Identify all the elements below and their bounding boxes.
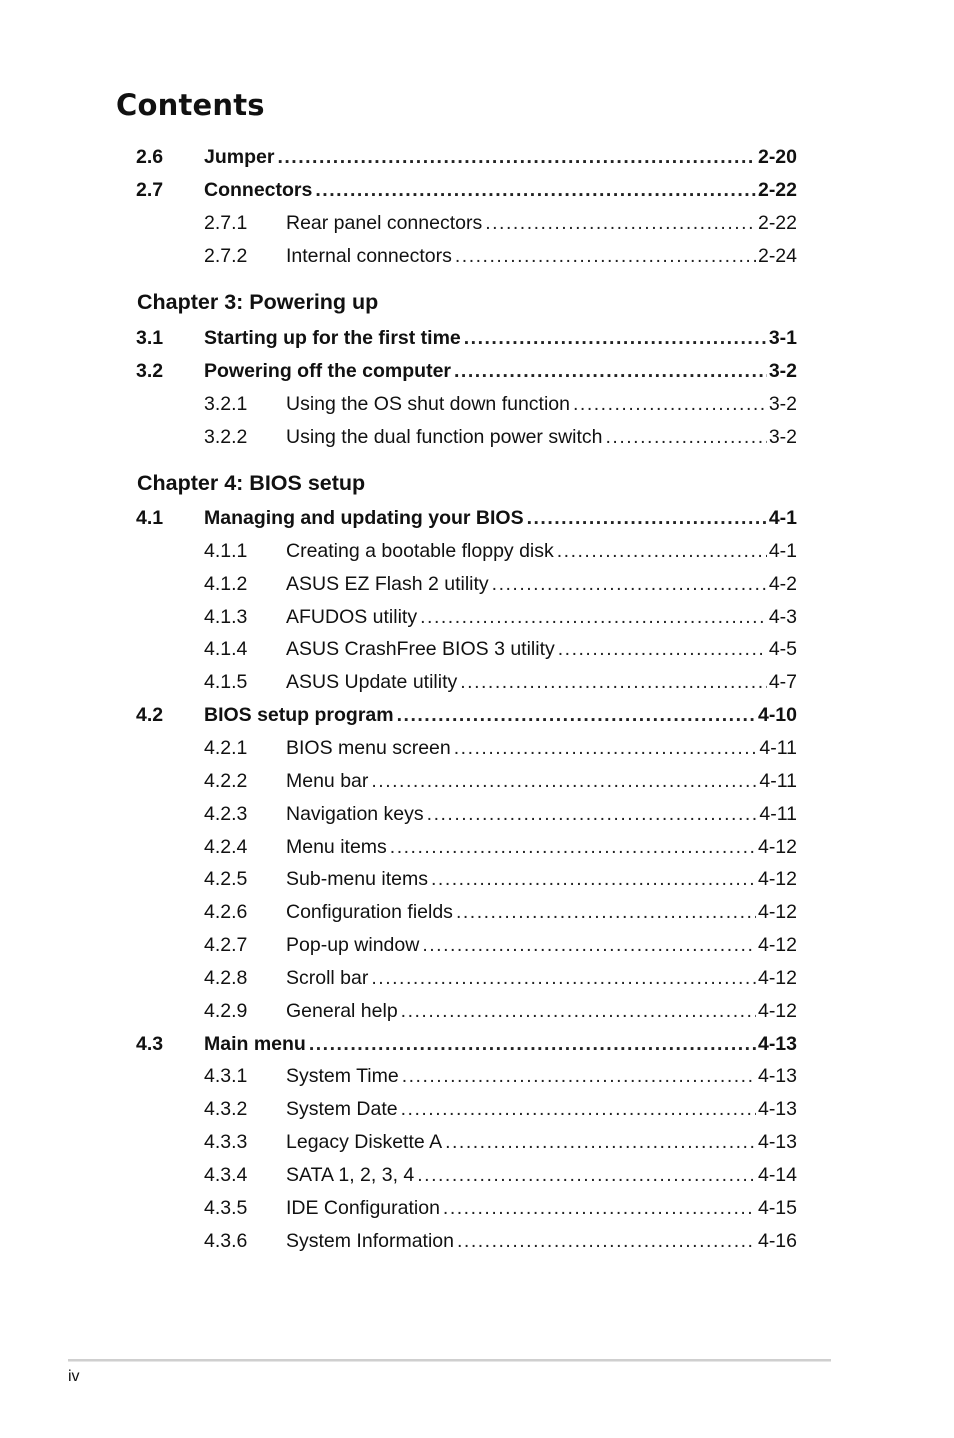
toc-entry-page: 4-15 xyxy=(757,1196,797,1219)
dot-leader xyxy=(485,207,756,240)
toc-entry-label xyxy=(286,732,797,765)
toc-entry-title: Internal connectors xyxy=(286,244,452,267)
toc-entry-page: 4-11 xyxy=(759,769,797,792)
footer-page-number: iv xyxy=(68,1368,80,1385)
toc-entry-number: 4.2.2 xyxy=(204,769,248,792)
toc-entry-number: 4.3 xyxy=(136,1032,164,1055)
toc-entry-title: Connectors xyxy=(204,178,313,201)
toc-entry-title: Menu items xyxy=(286,835,387,858)
toc-entry[interactable] xyxy=(136,1093,797,1126)
toc-entry-title: General help xyxy=(286,999,398,1022)
toc-entry[interactable] xyxy=(136,240,797,273)
toc-entry-label xyxy=(286,207,797,240)
toc-entry-number: 2.7.1 xyxy=(204,211,248,234)
dot-leader xyxy=(454,732,758,765)
toc-entry[interactable] xyxy=(136,1159,797,1192)
dot-leader xyxy=(431,863,756,896)
toc-entry-title: Managing and updating your BIOS xyxy=(204,507,524,529)
toc-entry-label xyxy=(286,765,797,798)
toc-entry-number: 2.7 xyxy=(136,178,164,201)
toc-entry[interactable] xyxy=(136,1060,797,1093)
toc-entry-number: 4.3.3 xyxy=(204,1131,248,1154)
toc-entry-page: 4-2 xyxy=(768,572,797,595)
toc-entry-label xyxy=(204,1028,797,1061)
dot-leader xyxy=(443,1192,756,1225)
toc-entry-title: System Date xyxy=(286,1098,398,1121)
toc-entry-title: Starting up for the first time xyxy=(204,327,461,349)
toc-entry-page: 3-2 xyxy=(768,425,797,448)
toc-entry-label xyxy=(286,798,797,831)
toc-entry-label xyxy=(286,929,797,962)
toc-entry[interactable] xyxy=(136,355,797,388)
toc-entry[interactable] xyxy=(136,831,797,864)
toc-entry-number: 4.2 xyxy=(136,704,164,727)
toc-entry-title: Powering off the computer xyxy=(204,359,452,382)
toc-entry-label xyxy=(286,421,797,454)
toc-entry[interactable] xyxy=(136,1192,797,1225)
toc-entry[interactable] xyxy=(136,699,797,732)
toc-entry-number: 4.1.2 xyxy=(204,572,248,595)
dot-leader xyxy=(401,995,756,1028)
toc-entry-page: 3-2 xyxy=(768,359,797,382)
toc-entry[interactable] xyxy=(136,962,797,995)
toc-entry-page: 2-24 xyxy=(757,244,797,267)
toc-entry[interactable] xyxy=(136,995,797,1028)
toc-entry-number: 4.2.1 xyxy=(204,736,248,759)
toc-entry-label xyxy=(286,1159,797,1192)
toc-entry-title: Rear panel connectors xyxy=(286,211,483,234)
toc-entry-page: 4-14 xyxy=(757,1164,797,1186)
toc-entry-page: 4-1 xyxy=(768,539,797,562)
dot-leader xyxy=(420,601,767,634)
toc-entry-label xyxy=(286,1192,797,1225)
toc-entry-page: 4-11 xyxy=(759,736,797,759)
toc-entry-title: IDE Configuration xyxy=(286,1196,440,1219)
dot-leader xyxy=(557,535,767,568)
toc-entry-label xyxy=(286,535,797,568)
toc-entry-page: 4-13 xyxy=(757,1098,797,1121)
toc-entry-number: 4.1.3 xyxy=(204,605,248,628)
toc-entry-number: 4.2.7 xyxy=(204,934,248,957)
dot-leader xyxy=(492,568,767,601)
toc-entry-number: 4.1.4 xyxy=(204,638,248,661)
dot-leader xyxy=(309,1028,756,1061)
toc-entry[interactable] xyxy=(136,633,797,666)
toc-entry-page: 2-20 xyxy=(757,146,797,168)
dot-leader xyxy=(558,633,767,666)
chapter-3-heading[interactable]: Chapter 3: Powering up xyxy=(137,290,379,314)
toc-entry-title: Scroll bar xyxy=(286,966,369,989)
toc-entry-label xyxy=(286,896,797,929)
toc-entry-number: 4.3.4 xyxy=(204,1164,248,1186)
toc-entry-label xyxy=(286,666,797,699)
toc-entry-number: 4.3.1 xyxy=(204,1065,248,1088)
toc-entry-number: 3.2.2 xyxy=(204,425,248,448)
toc-entry-title: Sub-menu items xyxy=(286,868,428,891)
toc-entry-label xyxy=(286,388,797,421)
toc-entry-number: 4.3.5 xyxy=(204,1196,248,1219)
toc-entry[interactable] xyxy=(136,896,797,929)
chapter-4-heading[interactable]: Chapter 4: BIOS setup xyxy=(137,471,366,495)
dot-leader xyxy=(371,962,756,995)
dot-leader xyxy=(456,896,756,929)
toc-entry[interactable] xyxy=(136,322,797,355)
toc-entry-page: 4-13 xyxy=(757,1032,797,1055)
toc-entry[interactable] xyxy=(136,601,797,634)
dot-leader xyxy=(422,929,756,962)
toc-entry-number: 4.2.6 xyxy=(204,901,248,924)
toc-entry-label xyxy=(286,995,797,1028)
toc-entry-number: 4.1 xyxy=(136,507,164,529)
toc-entry-number: 3.2 xyxy=(136,359,164,382)
toc-entry-page: 4-12 xyxy=(757,835,797,858)
toc-entry-title: Creating a bootable floppy disk xyxy=(286,539,554,562)
toc-entry-number: 2.7.2 xyxy=(204,244,248,267)
toc-entry-label xyxy=(286,962,797,995)
toc-entry-title: Using the OS shut down function xyxy=(286,392,570,415)
toc-entry-page: 2-22 xyxy=(757,178,797,201)
toc-entry-title: Main menu xyxy=(204,1032,306,1055)
toc-entry-label xyxy=(204,502,797,535)
footer-divider xyxy=(68,1359,831,1362)
dot-leader xyxy=(401,1093,756,1126)
toc-entry-page: 4-5 xyxy=(768,638,797,661)
toc-entry-title: Using the dual function power switch xyxy=(286,425,603,448)
dot-leader xyxy=(606,421,767,454)
toc-entry[interactable] xyxy=(136,141,797,174)
toc-entry[interactable] xyxy=(136,1126,797,1159)
toc-entry[interactable] xyxy=(136,765,797,798)
toc-entry-title: BIOS menu screen xyxy=(286,736,451,759)
toc-entry-number: 4.2.4 xyxy=(204,835,248,858)
toc-entry-page: 4-12 xyxy=(757,999,797,1022)
toc-entry[interactable] xyxy=(136,568,797,601)
toc-entry-number: 4.1.1 xyxy=(204,539,248,562)
toc-entry-label xyxy=(286,240,797,273)
dot-leader xyxy=(455,240,756,273)
toc-entry[interactable] xyxy=(136,207,797,240)
toc-entry-label xyxy=(286,633,797,666)
toc-entry-number: 4.2.8 xyxy=(204,966,248,989)
toc-entry-number: 2.6 xyxy=(136,146,164,168)
toc-entry-number: 4.2.3 xyxy=(204,802,248,825)
toc-entry-label xyxy=(286,1093,797,1126)
toc-entry-label xyxy=(286,1126,797,1159)
toc-entry[interactable] xyxy=(136,732,797,765)
toc-entry-title: Pop-up window xyxy=(286,934,420,957)
dot-leader xyxy=(402,1060,756,1093)
dot-leader xyxy=(454,355,767,388)
toc-entry-title: System Information xyxy=(286,1229,454,1252)
dot-leader xyxy=(397,699,756,732)
toc-entry[interactable] xyxy=(136,798,797,831)
toc-entry-number: 4.1.5 xyxy=(204,671,248,694)
toc-entry-title: Legacy Diskette A xyxy=(286,1131,443,1154)
dot-leader xyxy=(427,798,758,831)
toc-entry[interactable] xyxy=(136,1028,797,1061)
toc-entry-title: Navigation keys xyxy=(286,802,424,825)
toc-entry-number: 4.3.2 xyxy=(204,1098,248,1121)
toc-entry[interactable] xyxy=(136,863,797,896)
page-title: Contents xyxy=(116,88,265,122)
toc-entry-page: 4-13 xyxy=(757,1131,797,1154)
toc-entry[interactable] xyxy=(136,1225,797,1258)
toc-entry-title: Jumper xyxy=(204,146,275,168)
toc-entry-label xyxy=(204,174,797,207)
toc-entry-page: 4-11 xyxy=(759,802,797,825)
toc-entry-label xyxy=(286,863,797,896)
toc-entry-label xyxy=(286,1060,797,1093)
toc-entry-number: 4.2.5 xyxy=(204,868,248,891)
dot-leader xyxy=(573,388,767,421)
toc-entry[interactable] xyxy=(136,421,797,454)
toc-entry-title: ASUS CrashFree BIOS 3 utility xyxy=(286,638,555,661)
toc-entry-label xyxy=(204,699,797,732)
dot-leader xyxy=(371,765,757,798)
toc-entry-title: BIOS setup program xyxy=(204,704,394,727)
dot-leader xyxy=(390,831,756,864)
toc-entry-title: Menu bar xyxy=(286,769,369,792)
toc-entry-title: AFUDOS utility xyxy=(286,605,418,628)
toc-entry-page: 4-12 xyxy=(757,901,797,924)
dot-leader xyxy=(445,1126,756,1159)
toc-entry[interactable] xyxy=(136,666,797,699)
dot-leader xyxy=(315,174,756,207)
toc-entry-number: 3.1 xyxy=(136,327,164,349)
toc-entry-page: 4-7 xyxy=(768,671,797,694)
dot-leader xyxy=(464,322,767,355)
toc-entry-label xyxy=(286,601,797,634)
toc-entry-page: 4-12 xyxy=(757,934,797,957)
dot-leader xyxy=(527,502,767,535)
toc-entry-page: 4-16 xyxy=(757,1229,797,1252)
toc-entry-label xyxy=(286,568,797,601)
toc-entry-page: 3-1 xyxy=(768,327,797,349)
toc-entry-page: 4-12 xyxy=(757,868,797,891)
toc-entry[interactable] xyxy=(136,502,797,535)
toc-entry-title: SATA 1, 2, 3, 4 xyxy=(286,1164,415,1186)
toc-entry-page: 4-3 xyxy=(768,605,797,628)
toc-entry-number: 4.2.9 xyxy=(204,999,248,1022)
toc-entry[interactable] xyxy=(136,929,797,962)
toc-entry-page: 4-10 xyxy=(757,704,797,727)
dot-leader xyxy=(417,1159,756,1192)
toc-entry-label xyxy=(204,141,797,174)
toc-entry-label xyxy=(286,1225,797,1258)
toc-entry-label xyxy=(204,355,797,388)
toc-entry-page: 4-13 xyxy=(757,1065,797,1088)
toc-entry-label xyxy=(286,831,797,864)
toc-entry[interactable] xyxy=(136,535,797,568)
dot-leader xyxy=(277,141,756,174)
toc-entry-page: 4-1 xyxy=(768,507,797,529)
toc-entry-page: 2-22 xyxy=(757,211,797,234)
toc-entry-label xyxy=(204,322,797,355)
toc-entry-page: 4-12 xyxy=(757,966,797,989)
toc-entry-title: System Time xyxy=(286,1065,399,1088)
dot-leader xyxy=(457,1225,756,1258)
toc-entry-title: ASUS Update utility xyxy=(286,671,458,694)
toc-entry[interactable] xyxy=(136,174,797,207)
toc-entry-number: 3.2.1 xyxy=(204,392,248,415)
toc-entry-title: Configuration fields xyxy=(286,901,453,924)
dot-leader xyxy=(460,666,767,699)
toc-entry-page: 3-2 xyxy=(768,392,797,415)
toc-entry-number: 4.3.6 xyxy=(204,1229,248,1252)
toc-entry-title: ASUS EZ Flash 2 utility xyxy=(286,572,489,595)
toc-entry[interactable] xyxy=(136,388,797,421)
